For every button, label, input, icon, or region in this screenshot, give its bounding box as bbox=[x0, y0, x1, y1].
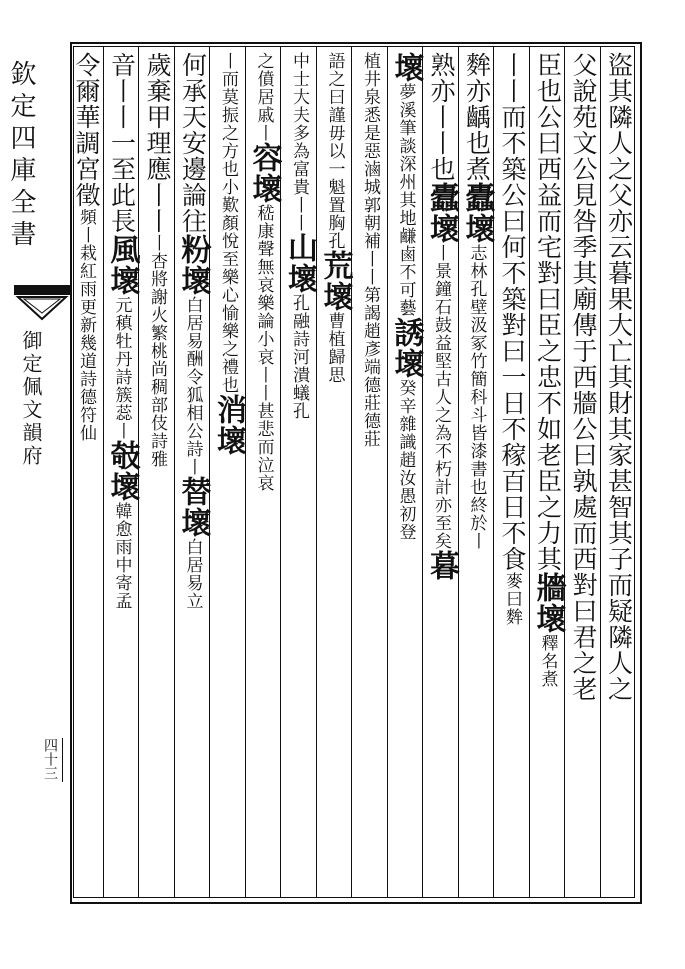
page-number-rule bbox=[62, 738, 63, 782]
annotation-text: 孔 bbox=[324, 232, 345, 250]
entry-headword: 替壞 bbox=[175, 476, 211, 538]
body-text: 麰亦齲也煮 bbox=[462, 52, 492, 182]
entry-headword: 攲壞 bbox=[104, 440, 140, 502]
entry-headword: 容壞 bbox=[246, 142, 282, 204]
page-number: 四十三 bbox=[42, 738, 58, 780]
body-text: 熟亦丨丨也 bbox=[427, 52, 456, 182]
annotation-text: 頻丨栽紅雨更新 bbox=[76, 208, 96, 334]
text-column bbox=[423, 52, 459, 892]
body-text: 歲棄甲理應丨丨 bbox=[143, 52, 172, 234]
body-text: 盜其隣人之父亦云暮果大亡其財其家甚智其子而疑隣人之 bbox=[604, 52, 634, 702]
body-text: 丨丨而不築公曰何不築對曰一日不稼百日不食 bbox=[498, 52, 527, 572]
body-text: 父說苑文公見咎季其廟傳于西牆公曰孰處而西對曰君之老 bbox=[569, 52, 598, 702]
entry-headword: 荒壞 bbox=[317, 250, 353, 312]
entry-headword: 壞 bbox=[388, 52, 424, 83]
annotation-text: 元稹牡丹詩簇蕊丨 bbox=[111, 296, 132, 440]
entry-headword: 暮 bbox=[424, 550, 459, 581]
annotation-text: 麥曰麰 bbox=[502, 572, 522, 626]
text-column bbox=[281, 52, 317, 892]
body-text: 音丨丨一至此長 bbox=[107, 52, 137, 234]
entry-headword: 牆壞 bbox=[530, 572, 566, 634]
text-column bbox=[352, 52, 388, 892]
entry-headword: 風壞 bbox=[104, 234, 140, 296]
text-column bbox=[139, 52, 175, 892]
body-text: 何承天安邊論往 bbox=[178, 52, 208, 234]
annotation-text: 韓愈雨中寄孟 bbox=[111, 502, 132, 610]
annotation-text: 部伎詩雅 bbox=[147, 396, 167, 468]
annotation-text: 語之曰謹毋以一魁置胸 bbox=[324, 52, 345, 232]
entry-headword: 蠹壞 bbox=[424, 182, 459, 244]
text-column bbox=[388, 52, 424, 892]
annotation-text: 嵇康聲無哀樂論小哀丨丨甚悲而泣哀 bbox=[253, 204, 274, 492]
annotation-text: 曹植歸思 bbox=[324, 312, 345, 384]
annotation-text: 之方也小歎顏悅至樂心愉樂之禮也 bbox=[218, 124, 238, 394]
text-column bbox=[317, 52, 353, 892]
entry-headword: 粉壞 bbox=[175, 234, 211, 296]
text-column bbox=[459, 52, 495, 892]
annotation-text: 丨杏將謝火繁桃尚稠 bbox=[147, 234, 167, 396]
body-text: 令爾華調宮徵 bbox=[72, 52, 101, 208]
text-column bbox=[494, 52, 530, 892]
annotation-text: 白居易酬令狐相公詩丨 bbox=[182, 296, 203, 476]
annotation-text: 志林孔壁汲冢竹簡科斗皆漆書也終於丨 bbox=[466, 244, 487, 550]
text-column bbox=[530, 52, 566, 892]
annotation-text: 夢溪筆談深州其地鹻鹵不可藝 bbox=[395, 83, 416, 317]
annotation-text: 植井泉悉是惡滷城郭朝補丨丨 bbox=[360, 52, 380, 286]
annotation-text: 孔融詩河潰蟻孔 bbox=[289, 294, 309, 420]
text-column bbox=[68, 52, 104, 892]
annotation-text: 幾道詩德符仙 bbox=[76, 334, 96, 442]
entry-headword: 山壞 bbox=[282, 232, 317, 294]
annotation-text: 丨景鐘石鼓益堅古人之為不朽計亦至矣 bbox=[431, 244, 451, 550]
entry-headword: 蠹壞 bbox=[459, 182, 495, 244]
annotation-text: 白居易立 bbox=[182, 538, 203, 610]
entry-headword: 誘壞 bbox=[388, 317, 424, 379]
body-text: 臣也公曰西益而宅對曰臣之忠不如老臣之力其 bbox=[533, 52, 563, 572]
book-title: 御定佩文韻府 bbox=[19, 330, 43, 468]
annotation-text: 釋名煮 bbox=[537, 634, 558, 688]
annotation-text: 中士大夫多為富貴丨丨 bbox=[289, 52, 309, 232]
fish-tail-ornament-icon bbox=[14, 285, 70, 325]
annotation-text: 第謁趙彥端德莊德莊 bbox=[360, 286, 380, 448]
annotation-text: 癸辛雜識趙汝愚初登 bbox=[395, 379, 416, 541]
annotation-text: 丨而莫振 bbox=[218, 52, 238, 124]
annotation-text: 之僨居戚丨 bbox=[253, 52, 274, 142]
text-column bbox=[565, 52, 601, 892]
text-column bbox=[175, 52, 211, 892]
text-column bbox=[246, 52, 282, 892]
collection-title: 欽定四庫全書 bbox=[6, 60, 36, 252]
text-column bbox=[104, 52, 140, 892]
text-column bbox=[601, 52, 637, 892]
text-column bbox=[210, 52, 246, 892]
entry-headword: 消壞 bbox=[211, 394, 246, 456]
